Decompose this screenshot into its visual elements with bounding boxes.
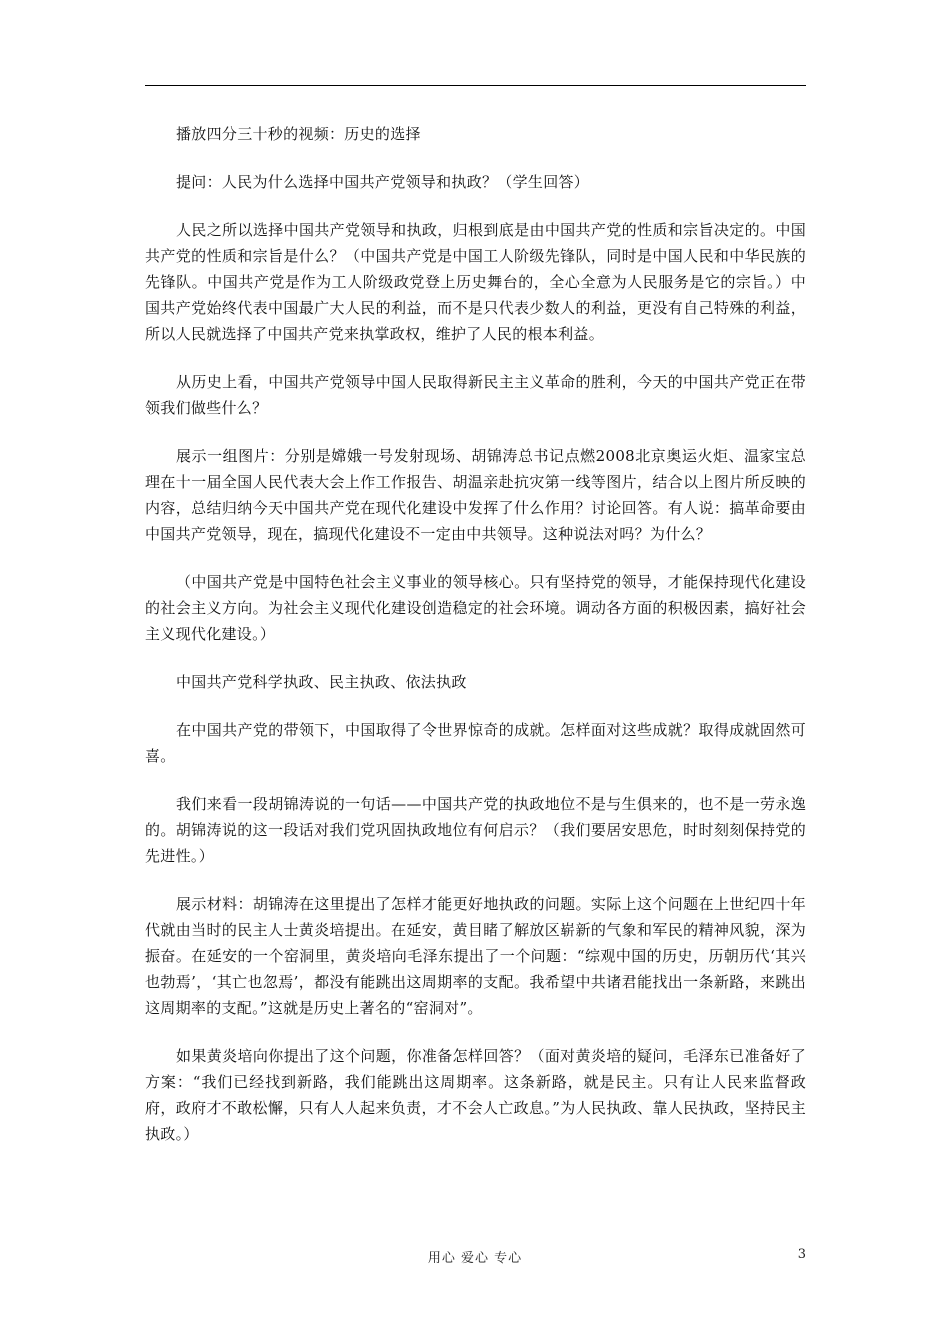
paragraph-quote: 我们来看一段胡锦涛说的一句话——中国共产党的执政地位不是与生俱来的，也不是一劳永逸的。胡锦涛说的这一段话对我们党巩固执政地位有何启示？（我们要居安思危，时时刻刻保持党的先进性。）	[145, 795, 806, 865]
paragraph-leadership-core: （中国共产党是中国特色社会主义事业的领导核心。只有坚持党的领导，才能保持现代化建设的社会主义方向。为社会主义现代化建设创造稳定的社会环境。调动各方面的积极因素，搞好社会主义现代化建设。）	[145, 573, 806, 643]
paragraph-pictures: 展示一组图片：分别是嫦娥一号发射现场、胡锦涛总书记点燃2008北京奥运火炬、温家宝总理在十一届全国人民代表大会上作工作报告、胡温亲赴抗灾第一线等图片，结合以上图片所反映的内容，总结归纳今天中国共产党在现代化建设中发挥了什么作用？讨论回答。有人说：搞革命要由中国共产党领导，现在，搞现代化建设不一定由中共领导。这种说法对吗？为什么？	[145, 447, 806, 543]
paragraph-party-nature: 人民之所以选择中国共产党领导和执政，归根到底是由中国共产党的性质和宗旨决定的。中国共产党的性质和宗旨是什么？（中国共产党是中国工人阶级先锋队，同时是中国人民和中华民族的先锋队。中国共产党是作为工人阶级政党登上历史舞台的，全心全意为人民服务是它的宗旨。）中国共产党始终代表中国最广大人民的利益，而不是只代表少数人的利益，更没有自己特殊的利益，所以人民就选择了中国共产党来执掌政权，维护了人民的根本利益。	[145, 221, 806, 343]
section-heading: 中国共产党科学执政、民主执政、依法执政	[176, 673, 467, 691]
paragraph-achievements: 在中国共产党的带领下，中国取得了令世界惊奇的成就。怎样面对这些成就？取得成就固然可喜。	[145, 721, 806, 765]
page-number: 3	[797, 1247, 806, 1262]
paragraph-video: 播放四分三十秒的视频：历史的选择	[176, 125, 421, 143]
paragraph-question: 提问：人民为什么选择中国共产党领导和执政？（学生回答）	[176, 173, 590, 191]
header-rule	[145, 85, 806, 86]
paragraph-history: 从历史上看，中国共产党领导中国人民取得新民主主义革命的胜利，今天的中国共产党正在带领我们做些什么？	[145, 373, 806, 417]
document-body	[145, 121, 806, 1169]
paragraph-answer: 如果黄炎培向你提出了这个问题，你准备怎样回答？（面对黄炎培的疑问，毛泽东已准备好了方案：“我们已经找到新路，我们能跳出这周期率。这条新路，就是民主。只有让人民来监督政府，政府才不敢松懈，只有人人起来负责，才不会人亡政息。”为人民执政、靠人民执政，坚持民主执政。）	[145, 1047, 806, 1143]
paragraph-material: 展示材料：胡锦涛在这里提出了怎样才能更好地执政的问题。实际上这个问题在上世纪四十年代就由当时的民主人士黄炎培提出。在延安，黄目睹了解放区崭新的气象和军民的精神风貌，深为振奋。在延安的一个窑洞里，黄炎培向毛泽东提出了一个问题：“综观中国的历史，历朝历代‘其兴也勃焉’，‘其亡也忽焉’，都没有能跳出这周期率的支配。我希望中共诸君能找出一条新路，来跳出这周期率的支配。”这就是历史上著名的“窑洞对”。	[145, 895, 806, 1017]
footer-motto: 用心 爱心 专心	[427, 1251, 523, 1266]
